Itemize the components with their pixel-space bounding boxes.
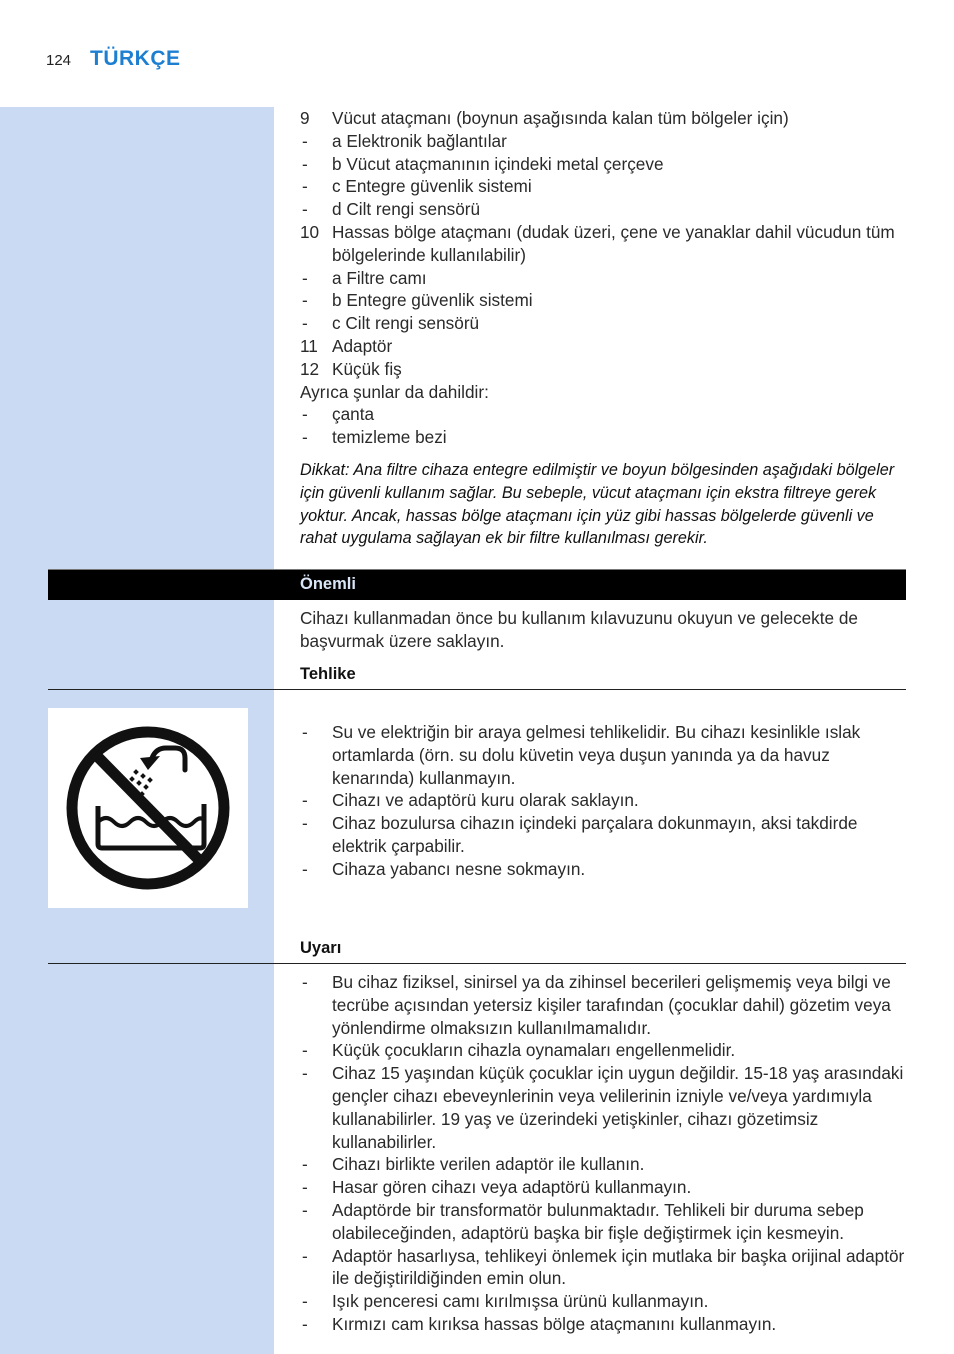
list-item: - Bu cihaz fiziksel, sinirsel ya da zihinsel becerileri gelişmemiş veya bilgi ve tecrübe açısından yetersiz kişiler tarafından (çocuklar dahil) gözetim veya yönlendirme olmaksızın kullanılmamalıdır. (302, 972, 891, 1038)
divider (48, 689, 906, 690)
list-item: - Küçük çocukların cihazla oynamaları engellenmelidir. (302, 1040, 736, 1061)
list-item: 12 Küçük fiş (300, 358, 402, 379)
important-intro: Cihazı kullanmadan önce bu kullanım kılavuzunu okuyun ve gelecekte de başvurmak üzere saklayın. (300, 608, 858, 651)
list-item: 11 Adaptör (300, 335, 393, 356)
list-item: - Su ve elektriğin bir araya gelmesi tehlikelidir. Bu cihazı kesinlikle ıslak ortamlarda (örn. su dolu küvetin veya duşun yanında ya da havuz kenarında) kullanmayın. (302, 722, 861, 788)
divider (48, 963, 906, 964)
important-heading: Önemli (300, 575, 356, 593)
list-item: - temizleme bezi (302, 427, 447, 448)
list-item: - b Vücut ataçmanının içindeki metal çerçeve (302, 153, 664, 174)
list-item: - çanta (302, 404, 375, 425)
list-item: 9 Vücut ataçmanı (boynun aşağısında kalan tüm bölgeler için) (300, 108, 789, 128)
list-item: - d Cilt rengi sensörü (302, 199, 481, 220)
list-item: - c Entegre güvenlik sistemi (302, 176, 532, 197)
list-item: - b Entegre güvenlik sistemi (302, 290, 533, 311)
list-item: - Cihazı birlikte verilen adaptör ile kullanın. (302, 1154, 645, 1175)
filter-note: Dikkat: Ana filtre cihaza entegre edilmiştir ve boyun bölgesinden aşağıdaki bölgeler için güvenli kullanım sağlar. Bu sebeple, vücut ataçmanı için ekstra filtreye gerek yoktur. Ancak, hassas bölge ataçmanı için yüz gibi hassas bölgelerde güvenli ve rahat uygulama sağlayan ek bir filtre kullanılması gerekir. (300, 461, 895, 548)
list-item: - Cihaz bozulursa cihazın içindeki parçalara dokunmayın, aksi takdirde elektrik çarpabilir. (302, 813, 858, 856)
list-item: - a Elektronik bağlantılar (302, 130, 507, 151)
list-item: - c Cilt rengi sensörü (302, 313, 480, 334)
pictogram-pointer (222, 718, 248, 742)
list-item: - a Filtre camı (302, 267, 427, 288)
language-title: TÜRKÇE (90, 47, 181, 70)
list-item: - Kırmızı cam kırıksa hassas bölge ataçmanını kullanmayın. (302, 1313, 777, 1334)
page-number: 124 (46, 52, 72, 69)
parts-list (300, 107, 906, 449)
list-item: - Adaptörde bir transformatör bulunmaktadır. Tehlikeli bir duruma sebep olabileceğinden, adaptörü başka bir fişle değiştirmek için kesmeyin. (302, 1199, 864, 1243)
list-item: - Işık penceresi camı kırılmışsa ürünü kullanmayın. (302, 1291, 709, 1312)
also-included-label: Ayrıca şunlar da dahildir: (300, 381, 489, 402)
list-item: - Cihaza yabancı nesne sokmayın. (302, 858, 586, 879)
list-item: - Cihazı ve adaptörü kuru olarak saklayın. (302, 790, 639, 811)
list-item: - Hasar gören cihazı veya adaptörü kullanmayın. (302, 1177, 692, 1198)
list-item: - Adaptör hasarlıysa, tehlikeyi önlemek için mutlaka bir başka orijinal adaptör ile değiştirildiğinden emin olun. (302, 1245, 905, 1289)
important-section-bar (48, 569, 906, 600)
danger-heading: Tehlike (300, 665, 356, 683)
warning-heading: Uyarı (300, 939, 342, 957)
list-item: 10 Hassas bölge ataçmanı (dudak üzeri, çene ve yanaklar dahil vücudun tüm bölgelerinde kullanılabilir) (300, 221, 895, 265)
list-item: - Cihaz 15 yaşından küçük çocuklar için uygun değildir. 15-18 yaş arasındaki gençler cihazı ebeveynlerinin veya velilerinin izniyle ve/veya yardımıyla kullanabilirler. 19 yaş ve üzerindeki yetişkinler, cihazı gözetimsiz kullanabilirler. (302, 1063, 904, 1152)
danger-list (300, 721, 906, 881)
warning-pictogram (48, 708, 248, 908)
no-water-bath-icon (48, 708, 248, 908)
warning-list (300, 971, 906, 1336)
